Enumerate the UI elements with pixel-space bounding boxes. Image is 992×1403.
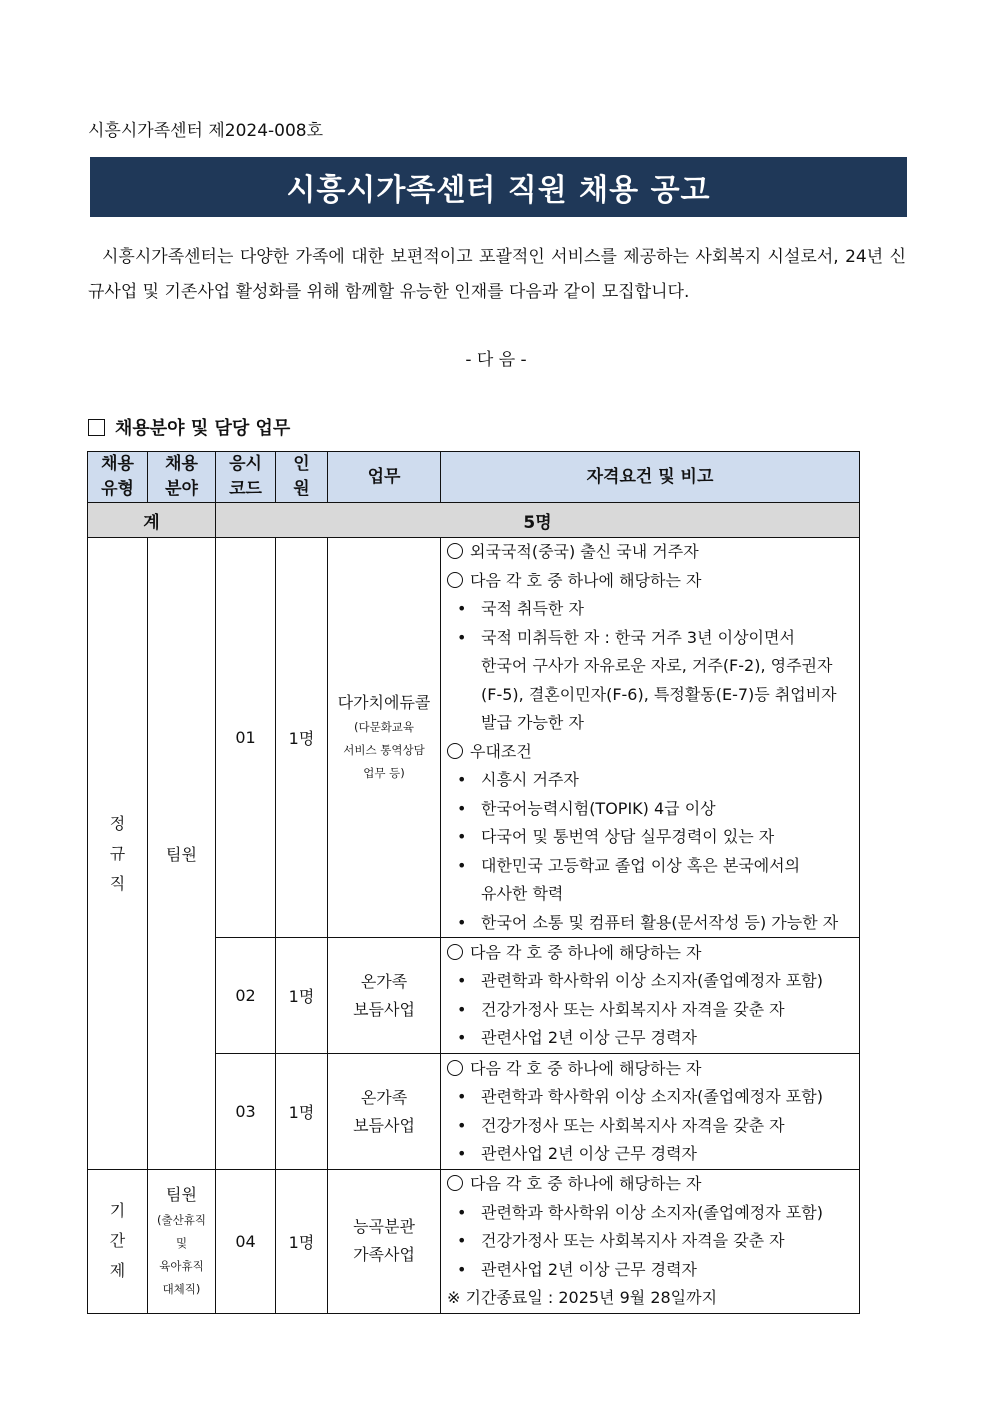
- list-item: 우대조건: [447, 738, 853, 767]
- list-item: • 관련사업 2년 이상 근무 경력자: [447, 1140, 853, 1169]
- list-item: • 시흥시 거주자: [447, 766, 853, 795]
- list-item: • 다국어 및 통번역 상담 실무경력이 있는 자: [447, 823, 853, 852]
- count-cell: 1명: [276, 1170, 328, 1314]
- list-item-continuation: 발급 가능한 자: [481, 713, 584, 732]
- list-item: 외국국적(중국) 출신 국내 거주자: [447, 538, 853, 567]
- separator-heading: - 다 음 -: [465, 350, 527, 370]
- header-code: 응시 코드: [216, 452, 276, 503]
- bullet-dot-icon: •: [457, 999, 467, 1019]
- bullet-dot-icon: •: [457, 1231, 467, 1250]
- bullet-dot-icon: •: [457, 770, 467, 789]
- circle-bullet-icon: [447, 743, 463, 759]
- table-row: [88, 1170, 860, 1314]
- header-type: 채용 유형: [88, 452, 148, 503]
- page-title: 시흥시가족센터 직원 채용 공고: [90, 157, 907, 217]
- header-count: 인 원: [276, 452, 328, 503]
- header-requirements: 자격요건 및 비고: [441, 452, 860, 503]
- duty-cell: 다가치에듀콜 (다문화교육 서비스 통역상담 업무 등): [328, 538, 441, 938]
- list-item: 다음 각 호 중 하나에 해당하는 자: [447, 1170, 853, 1199]
- list-item: • 건강가정사 또는 사회복지사 자격을 갖춘 자: [447, 1112, 853, 1141]
- list-item: 다음 각 호 중 하나에 해당하는 자: [447, 1055, 853, 1084]
- section-title: 채용분야 및 담당 업무: [115, 418, 291, 439]
- total-label: 계: [88, 503, 216, 538]
- duty-cell: 온가족 보듬사업: [328, 1054, 441, 1170]
- requirements-cell: [441, 938, 860, 1054]
- type-regular: 정 규 직: [88, 538, 148, 1170]
- bullet-dot-icon: •: [457, 1087, 467, 1106]
- code-cell: 03: [216, 1054, 276, 1170]
- list-item: • 관련학과 학사학위 이상 소지자(졸업예정자 포함): [447, 967, 853, 996]
- bullet-dot-icon: •: [457, 912, 467, 932]
- empty-square-icon: [88, 419, 105, 436]
- bullet-dot-icon: •: [457, 855, 467, 875]
- list-item: 다음 각 호 중 하나에 해당하는 자: [447, 939, 853, 968]
- recruitment-table: [87, 451, 860, 1314]
- total-value: 5명: [216, 503, 860, 538]
- code-cell: 01: [216, 538, 276, 938]
- total-row: [88, 503, 860, 538]
- list-item: • 국적 미취득한 자 : 한국 거주 3년 이상이면서: [447, 624, 853, 653]
- count-cell: 1명: [276, 538, 328, 938]
- bullet-dot-icon: •: [457, 827, 467, 846]
- bullet-dot-icon: •: [457, 627, 467, 647]
- list-item: • 관련학과 학사학위 이상 소지자(졸업예정자 포함): [447, 1199, 853, 1228]
- list-item: • 건강가정사 또는 사회복지사 자격을 갖춘 자: [447, 1227, 853, 1256]
- list-item: • 대한민국 고등학교 졸업 이상 혹은 본국에서의: [447, 852, 853, 881]
- bullet-dot-icon: •: [457, 1028, 467, 1047]
- duty-cell: 온가족 보듬사업: [328, 938, 441, 1054]
- table-row: [88, 538, 860, 938]
- header-field: 채용 분야: [148, 452, 216, 503]
- requirements-cell: [441, 1054, 860, 1170]
- circle-bullet-icon: [447, 944, 463, 960]
- list-item: • 한국어 소통 및 컴퓨터 활용(문서작성 등) 가능한 자: [447, 909, 853, 938]
- section-heading: [88, 414, 290, 440]
- list-item-continuation: (F-5), 결혼이민자(F-6), 특정활동(E-7)등 취업비자: [481, 684, 837, 704]
- bullet-dot-icon: •: [457, 1115, 467, 1135]
- duty-cell: 능곡분관 가족사업: [328, 1170, 441, 1314]
- code-cell: 04: [216, 1170, 276, 1314]
- period-note: ※ 기간종료일 : 2025년 9월 28일까지: [447, 1288, 718, 1307]
- bullet-dot-icon: •: [457, 1202, 467, 1222]
- count-cell: 1명: [276, 938, 328, 1054]
- code-cell: 02: [216, 938, 276, 1054]
- bullet-dot-icon: •: [457, 1144, 467, 1163]
- list-item: • 관련사업 2년 이상 근무 경력자: [447, 1024, 853, 1053]
- circle-bullet-icon: [447, 1175, 463, 1191]
- bullet-dot-icon: •: [457, 971, 467, 990]
- bullet-dot-icon: •: [457, 599, 467, 618]
- header-row: [88, 452, 860, 503]
- type-contract: 기 간 제: [88, 1170, 148, 1314]
- list-item: • 관련학과 학사학위 이상 소지자(졸업예정자 포함): [447, 1083, 853, 1112]
- document-number: 시흥시가족센터 제2024-008호: [88, 121, 324, 141]
- intro-paragraph: 시흥시가족센터는 다양한 가족에 대한 보편적이고 포괄적인 서비스를 제공하는 사회복지 시설로서, 24년 신규사업 및 기존사업 활성화를 위해 함께할 유능한 인재를 다음과 같이 모집합니다.: [88, 247, 906, 302]
- list-item: • 한국어능력시험(TOPIK) 4급 이상: [447, 795, 853, 824]
- header-duty: 업무: [328, 452, 441, 503]
- field-team: 팀원: [148, 538, 216, 1170]
- bullet-dot-icon: •: [457, 798, 467, 818]
- list-item: • 건강가정사 또는 사회복지사 자격을 갖춘 자: [447, 996, 853, 1025]
- field-contract: 팀원 (출산휴직 및 육아휴직 대체직): [148, 1170, 216, 1314]
- count-cell: 1명: [276, 1054, 328, 1170]
- list-item: • 관련사업 2년 이상 근무 경력자: [447, 1256, 853, 1285]
- list-item: 다음 각 호 중 하나에 해당하는 자: [447, 567, 853, 596]
- list-item-continuation: 유사한 학력: [481, 884, 564, 903]
- list-item: • 국적 취득한 자: [447, 595, 853, 624]
- circle-bullet-icon: [447, 572, 463, 588]
- requirements-cell: [441, 1170, 860, 1314]
- circle-bullet-icon: [447, 1060, 463, 1076]
- bullet-dot-icon: •: [457, 1259, 467, 1279]
- list-item-continuation: 한국어 구사가 자유로운 자로, 거주(F-2), 영주권자: [481, 656, 833, 675]
- requirements-cell: [441, 538, 860, 938]
- circle-bullet-icon: [447, 543, 463, 559]
